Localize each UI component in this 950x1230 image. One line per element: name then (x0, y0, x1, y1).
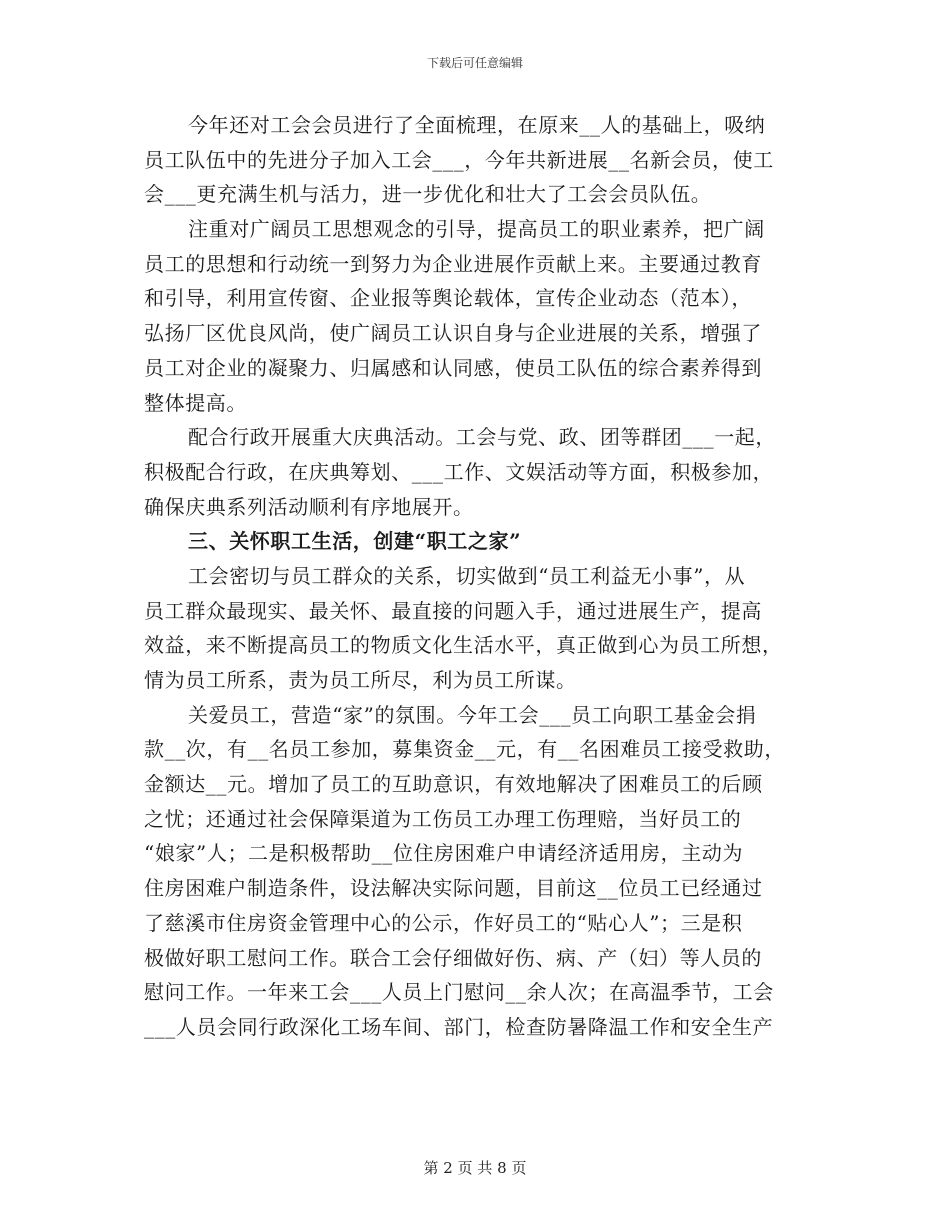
page-header: 下载后可任意编辑 (426, 56, 523, 70)
text-line: 积极配合行政，在庆典筹划、___工作、文娱活动等方面，积极参加， (144, 459, 774, 484)
text-line: 之忧；还通过社会保障渠道为工伤员工办理工伤理赔，当好员工的 (144, 806, 742, 831)
text-line: 了慈溪市住房资金管理中心的公示，作好员工的“贴心人”；三是积 (144, 910, 743, 935)
text-line: 注重对广阔员工思想观念的引导，提高员工的职业素养，把广阔 (188, 217, 765, 242)
text-line: 关爱员工，营造“家”的氛围。今年工会___员工向职工基金会捐 (188, 702, 757, 727)
text-line: 整体提高。 (144, 390, 247, 415)
page-footer: 第 2 页 共 8 页 (423, 1159, 527, 1177)
text-line: 慰问工作。一年来工会___人员上门慰问__余人次；在高温季节，工会 (144, 980, 774, 1005)
text-line: 员工队伍中的先进分子加入工会___，今年共新进展__名新会员，使工 (144, 147, 774, 172)
text-line: 今年还对工会会员进行了全面梳理，在原来__人的基础上，吸纳 (188, 113, 766, 137)
text-line: 确保庆典系列活动顺利有序地展开。 (144, 494, 474, 519)
text-line: ___人员会同行政深化工场车间、部门，检查防暑降温工作和安全生产 (144, 1014, 774, 1039)
text-line: 弘扬厂区优良风尚，使广阔员工认识自身与企业进展的关系，增强了 (144, 321, 762, 346)
text-line: 工会密切与员工群众的关系，切实做到“员工利益无小事”，从 (188, 563, 746, 588)
text-line: 配合行政开展重大庆典活动。工会与党、政、团等群团___一起， (188, 425, 776, 450)
text-line: 员工对企业的凝聚力、归属感和认同感，使员工队伍的综合素养得到 (144, 355, 762, 380)
document-body (144, 108, 809, 1045)
text-line: 效益，来不断提高员工的物质文化生活水平，真正做到心为员工所想， (144, 633, 783, 658)
text-line: 情为员工所系，责为员工所尽，利为员工所谋。 (144, 668, 577, 692)
text-line: 款__次，有__名员工参加，募集资金__元，有__名困难员工接受救助， (144, 737, 785, 762)
text-line: “娘家”人；二是积极帮助__位住房困难户申请经济适用房，主动为 (144, 841, 744, 866)
text-line: 住房困难户制造条件，设法解决实际问题，目前这__位员工已经通过 (144, 876, 763, 901)
section-heading: 三、关怀职工生活，创建“职工之家” (188, 529, 522, 554)
text-line: 员工的思想和行动统一到努力为企业进展作贡献上来。主要通过教育 (144, 251, 762, 276)
text-line: 会___更充满生机与活力，进一步优化和壮大了工会会员队伍。 (144, 182, 712, 207)
text-line: 和引导，利用宣传窗、企业报等舆论载体，宣传企业动态（范本）， (144, 286, 752, 311)
text-line: 极做好职工慰问工作。联合工会仔细做好伤、病、产（妇）等人员的 (144, 945, 762, 970)
text-line: 员工群众最现实、最关怀、最直接的问题入手，通过进展生产，提高 (144, 598, 762, 623)
text-line: 金额达__元。增加了员工的互助意识，有效地解决了困难员工的后顾 (144, 772, 763, 797)
